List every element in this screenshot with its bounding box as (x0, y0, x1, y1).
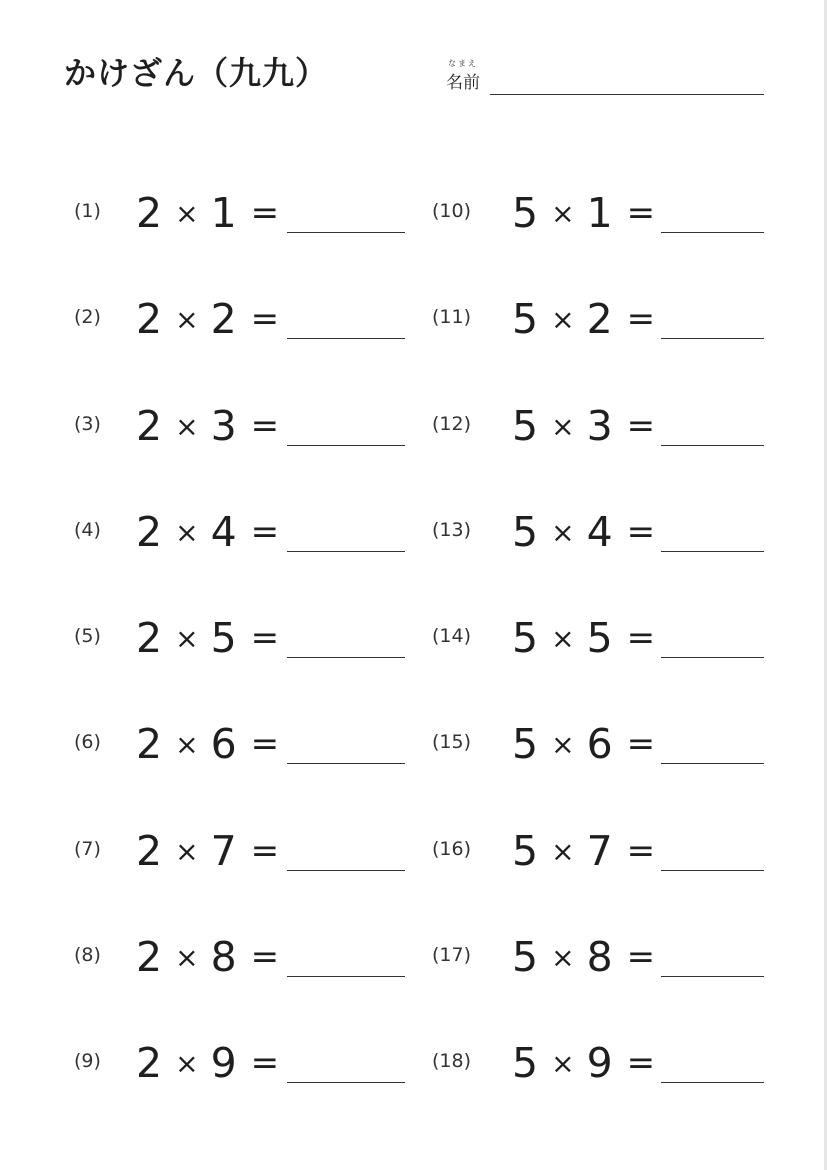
answer-blank[interactable] (287, 763, 405, 764)
answer-blank[interactable] (287, 657, 405, 658)
operand-b: 6 (210, 720, 237, 769)
problem-number: (3) (74, 412, 101, 435)
problem-5 (74, 615, 414, 721)
problem-number: (16) (432, 837, 472, 860)
operand-a: 5 (512, 295, 539, 344)
operand-b: 2 (210, 295, 237, 344)
equals-sign: = (626, 511, 656, 552)
problem-expression (136, 1040, 279, 1087)
equals-sign: = (626, 618, 656, 659)
multiply-sign: × (551, 197, 575, 230)
multiply-sign: × (175, 303, 199, 337)
problem-number: (1) (74, 200, 101, 222)
operand-b: 9 (586, 1039, 613, 1088)
problem-16 (432, 828, 772, 934)
operand-b: 1 (586, 189, 613, 237)
answer-blank[interactable] (661, 551, 764, 552)
equals-sign: = (250, 937, 280, 978)
multiply-sign: × (551, 941, 575, 975)
multiply-sign: × (551, 622, 575, 656)
multiply-sign: × (175, 622, 199, 656)
problem-number: (7) (74, 837, 101, 860)
problem-18 (432, 1040, 772, 1146)
operand-b: 4 (586, 507, 613, 556)
equals-sign: = (626, 299, 656, 340)
problem-6 (74, 721, 414, 827)
equals-sign: = (250, 830, 280, 871)
problem-number: (15) (432, 731, 472, 754)
answer-blank[interactable] (287, 551, 405, 552)
problem-expression (136, 828, 279, 875)
answer-blank[interactable] (661, 232, 764, 233)
equals-sign: = (250, 299, 280, 340)
problem-expression (512, 296, 655, 343)
problem-expression (136, 403, 279, 450)
problem-number: (8) (74, 944, 101, 967)
operand-b: 7 (586, 826, 613, 875)
equals-sign: = (626, 724, 656, 765)
equals-sign: = (626, 405, 656, 446)
multiply-sign: × (551, 1047, 575, 1081)
multiply-sign: × (551, 834, 575, 868)
operand-a: 5 (512, 1039, 539, 1088)
equals-sign: = (250, 618, 280, 659)
operand-b: 9 (210, 1039, 237, 1088)
problem-number: (14) (432, 625, 472, 648)
equals-sign: = (250, 193, 280, 233)
problem-number: (17) (432, 944, 472, 967)
problem-expression (512, 615, 655, 662)
answer-blank[interactable] (287, 232, 405, 233)
problem-expression (136, 190, 279, 237)
problem-expression (512, 190, 655, 237)
operand-a: 2 (136, 933, 163, 982)
operand-a: 2 (136, 720, 163, 769)
problem-expression (512, 1040, 655, 1087)
multiply-sign: × (175, 941, 199, 975)
problem-number: (13) (432, 518, 472, 541)
problem-expression (136, 934, 279, 981)
problem-number: (11) (432, 306, 472, 329)
problem-expression (512, 721, 655, 768)
problem-number: (9) (74, 1050, 101, 1073)
problem-13 (432, 509, 772, 615)
problem-expression (512, 934, 655, 981)
answer-blank[interactable] (661, 657, 764, 658)
equals-sign: = (250, 1043, 280, 1084)
multiply-sign: × (551, 728, 575, 762)
operand-b: 8 (210, 933, 237, 982)
problem-7 (74, 828, 414, 934)
operand-a: 2 (136, 295, 163, 344)
problem-expression (136, 721, 279, 768)
problem-expression (136, 615, 279, 662)
answer-blank[interactable] (287, 976, 405, 977)
problem-expression (136, 509, 279, 556)
problem-17 (432, 934, 772, 1040)
problem-expression (512, 509, 655, 556)
equals-sign: = (626, 937, 656, 978)
multiply-sign: × (551, 515, 575, 549)
operand-b: 4 (210, 507, 237, 556)
multiply-sign: × (175, 515, 199, 549)
multiply-sign: × (175, 728, 199, 762)
multiply-sign: × (175, 409, 199, 443)
operand-a: 5 (512, 720, 539, 769)
operand-b: 5 (210, 614, 237, 663)
problem-number: (2) (74, 306, 101, 329)
operand-a: 2 (136, 614, 163, 663)
operand-b: 7 (210, 826, 237, 875)
operand-a: 2 (136, 401, 163, 450)
operand-a: 2 (136, 507, 163, 556)
operand-a: 2 (136, 826, 163, 875)
name-label: 名前 (446, 73, 480, 93)
operand-b: 3 (210, 401, 237, 450)
name-field (446, 58, 766, 98)
multiply-sign: × (551, 303, 575, 337)
operand-a: 5 (512, 826, 539, 875)
problem-1 (74, 190, 414, 296)
operand-a: 5 (512, 401, 539, 450)
problem-12 (432, 403, 772, 509)
equals-sign: = (250, 405, 280, 446)
operand-a: 5 (512, 933, 539, 982)
multiply-sign: × (551, 409, 575, 443)
problem-4 (74, 509, 414, 615)
problem-8 (74, 934, 414, 1040)
operand-a: 2 (136, 189, 163, 237)
problem-expression (136, 296, 279, 343)
answer-blank[interactable] (661, 1082, 764, 1083)
multiply-sign: × (175, 1047, 199, 1081)
equals-sign: = (250, 511, 280, 552)
operand-b: 2 (586, 295, 613, 344)
problem-expression (512, 828, 655, 875)
multiply-sign: × (175, 197, 199, 230)
answer-blank[interactable] (661, 870, 764, 871)
problem-11 (432, 296, 772, 402)
problem-2 (74, 296, 414, 402)
answer-blank[interactable] (661, 763, 764, 764)
problem-column-right (432, 190, 772, 1147)
problem-9 (74, 1040, 414, 1146)
problem-number: (10) (432, 200, 472, 222)
problem-15 (432, 721, 772, 827)
operand-a: 5 (512, 507, 539, 556)
equals-sign: = (250, 724, 280, 765)
problem-number: (12) (432, 412, 472, 435)
problem-number: (5) (74, 625, 101, 648)
answer-blank[interactable] (287, 870, 405, 871)
equals-sign: = (626, 830, 656, 871)
operand-b: 5 (586, 614, 613, 663)
answer-blank[interactable] (661, 338, 764, 339)
answer-blank[interactable] (287, 338, 405, 339)
answer-blank[interactable] (287, 445, 405, 446)
operand-b: 3 (586, 401, 613, 450)
problem-column-left (74, 190, 414, 1147)
operand-b: 1 (210, 189, 237, 237)
multiply-sign: × (175, 834, 199, 868)
answer-blank[interactable] (287, 1082, 405, 1083)
operand-b: 6 (586, 720, 613, 769)
problem-number: (4) (74, 518, 101, 541)
operand-a: 5 (512, 189, 539, 237)
problem-14 (432, 615, 772, 721)
problem-expression (512, 403, 655, 450)
problem-number: (6) (74, 731, 101, 754)
operand-b: 8 (586, 933, 613, 982)
equals-sign: = (626, 193, 656, 233)
page-title: かけざん（九九） (64, 54, 329, 92)
operand-a: 5 (512, 614, 539, 663)
name-ruby: なまえ (448, 59, 478, 68)
name-input-line[interactable] (490, 94, 764, 95)
equals-sign: = (626, 1043, 656, 1084)
problem-number: (18) (432, 1050, 472, 1073)
operand-a: 2 (136, 1039, 163, 1088)
answer-blank[interactable] (661, 976, 764, 977)
problem-3 (74, 403, 414, 509)
problem-10 (432, 190, 772, 296)
answer-blank[interactable] (661, 445, 764, 446)
